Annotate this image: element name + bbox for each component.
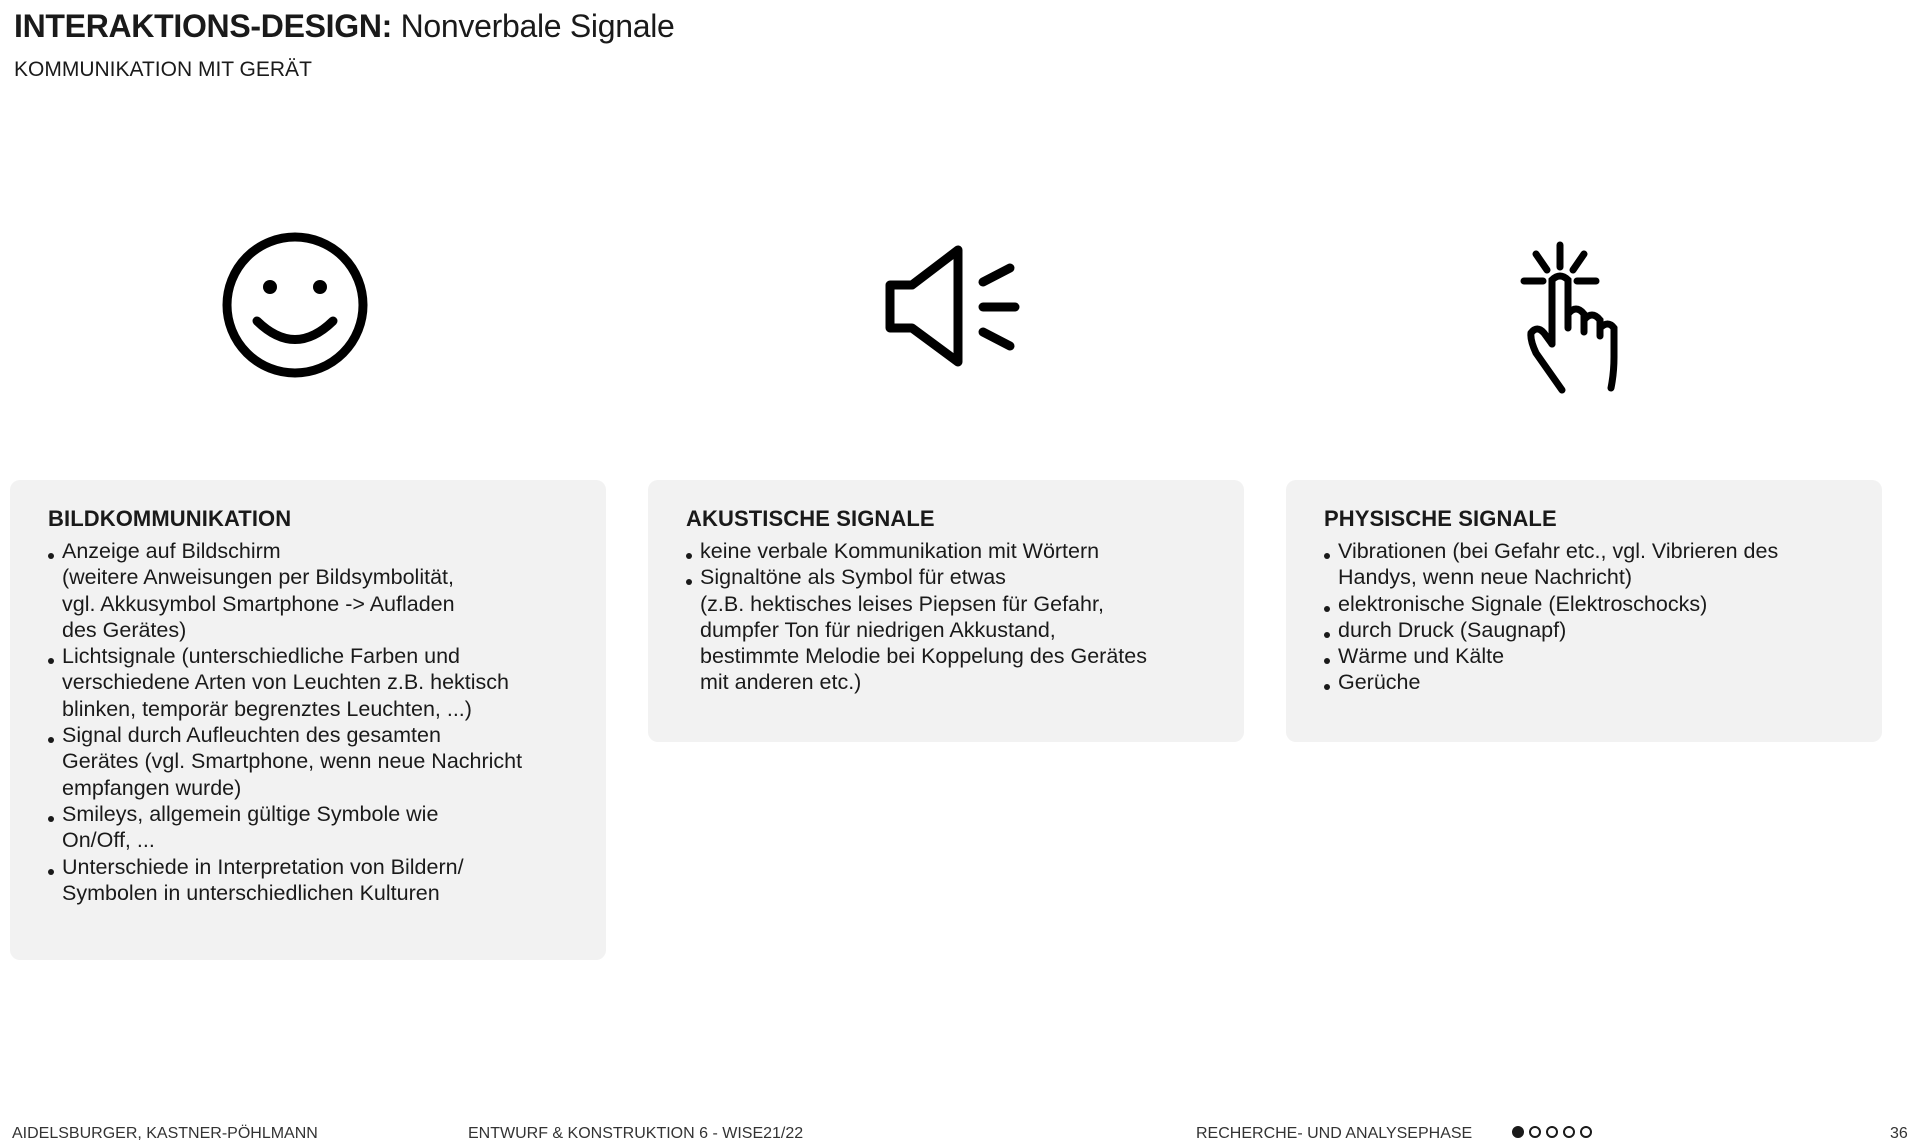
card-physische-signale xyxy=(1286,480,1882,742)
list-item: Smileys, allgemein gültige Symbole wie On/Off, ... xyxy=(48,801,570,854)
page-title xyxy=(14,8,675,45)
list-item: elektronische Signale (Elektroschocks) xyxy=(1324,591,1846,617)
bullet-list xyxy=(1324,538,1846,696)
footer-authors: AIDELSBURGER, KASTNER-PÖHLMANN xyxy=(12,1125,318,1142)
progress-dot-active xyxy=(1512,1126,1524,1138)
footer-phase: RECHERCHE- UND ANALYSEPHASE xyxy=(1196,1125,1473,1142)
progress-dot xyxy=(1529,1126,1541,1138)
list-item: Gerüche xyxy=(1324,669,1846,695)
list-item: Vibrationen (bei Gefahr etc., vgl. Vibrieren des Handys, wenn neue Nachricht) xyxy=(1324,538,1846,591)
progress-dot xyxy=(1563,1126,1575,1138)
list-item: Signal durch Aufleuchten des gesamten Gerätes (vgl. Smartphone, wenn neue Nachricht empfangen wurde) xyxy=(48,722,570,801)
list-item: Anzeige auf Bildschirm (weitere Anweisungen per Bildsymbolität, vgl. Akkusymbol Smartphone -> Aufladen des Gerätes) xyxy=(48,538,570,643)
list-item: Unterschiede in Interpretation von Bildern/ Symbolen in unterschiedlichen Kulturen xyxy=(48,854,570,907)
page-subtitle: KOMMUNIKATION MIT GERÄT xyxy=(14,58,312,81)
progress-dot xyxy=(1580,1126,1592,1138)
card-akustische-signale xyxy=(648,480,1244,742)
list-item: durch Druck (Saugnapf) xyxy=(1324,617,1846,643)
bullet-list xyxy=(48,538,570,906)
footer-course: ENTWURF & KONSTRUKTION 6 - WISE21/22 xyxy=(468,1125,804,1142)
page-number: 36 xyxy=(1890,1125,1908,1142)
list-item: keine verbale Kommunikation mit Wörtern xyxy=(686,538,1208,564)
card-heading: PHYSISCHE SIGNALE xyxy=(1324,506,1557,531)
page-title-bold: INTERAKTIONS-DESIGN: xyxy=(14,8,393,44)
page-title-topic: Nonverbale Signale xyxy=(400,8,675,44)
touch-hand-icon xyxy=(1500,240,1630,400)
smiley-icon xyxy=(220,230,370,380)
list-item: Lichtsignale (unterschiedliche Farben und verschiedene Arten von Leuchten z.B. hektisch blinken, temporär begrenztes Leuchten, ...) xyxy=(48,643,570,722)
card-heading: AKUSTISCHE SIGNALE xyxy=(686,506,935,531)
progress-dot xyxy=(1546,1126,1558,1138)
list-item: Signaltöne als Symbol für etwas (z.B. hektisches leises Piepsen für Gefahr, dumpfer Ton für niedrigen Akkustand, bestimmte Melodie bei Koppelung des Gerätes mit anderen etc.) xyxy=(686,564,1208,695)
card-bildkommunikation xyxy=(10,480,606,960)
card-heading: BILDKOMMUNIKATION xyxy=(48,506,292,531)
bullet-list xyxy=(686,538,1208,696)
list-item: Wärme und Kälte xyxy=(1324,643,1846,669)
speaker-icon xyxy=(870,240,1020,375)
progress-dots xyxy=(1512,1126,1592,1138)
